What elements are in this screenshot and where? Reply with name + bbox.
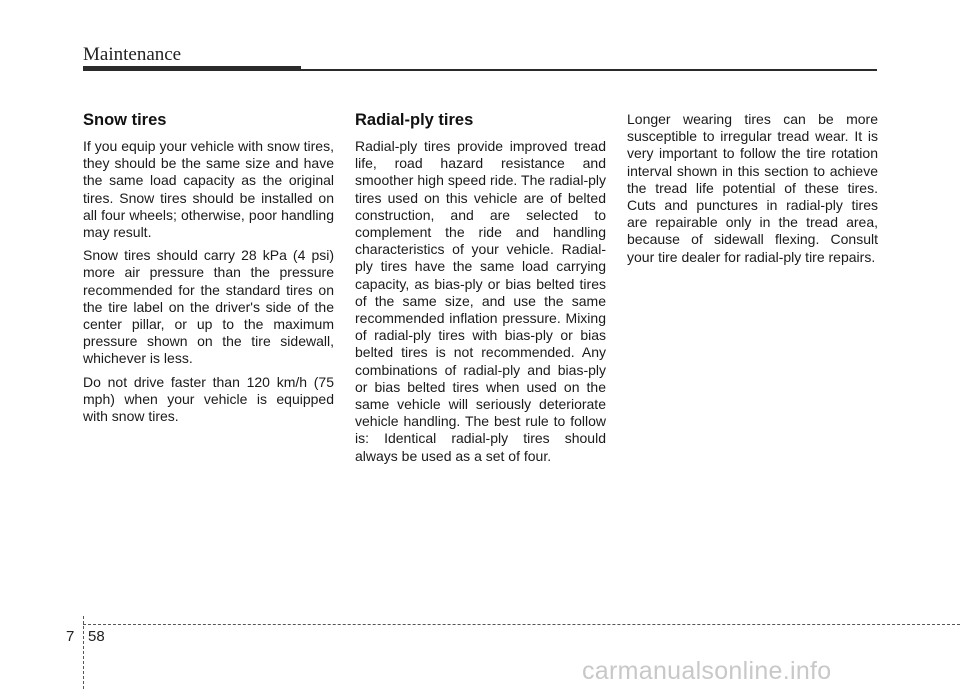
paragraph: Do not drive faster than 120 km/h (75 mph) when your vehicle is equipped with snow tires. [83, 373, 334, 425]
paragraph: Radial-ply tires provide improved tread life, road hazard resistance and smoother high speed ride. The radial-ply tires used on this vehicle are of belted construction, and are selected to complement the ride and handling characteristics of your vehicle. Radial-ply tires have the same load carrying capacity, as bias-ply or bias belted tires of the same size, and use the same recommended inflation pressure. Mixing of radial-ply tires with bias-ply or bias belted tires is not recommended. Any combinations of radial-ply and bias-ply or bias belted tires when used on the same vehicle will seriously deteriorate vehicle handling. The best rule to follow is: Identical radial-ply tires should always be used as a set of four. [355, 138, 606, 464]
paragraph: Longer wearing tires can be more susceptible to irregular tread wear. It is very important to follow the tire rotation interval shown in this section to achieve the tread life potential of these tires. Cuts and punctures in radial-ply tires are repairable only in the tread area, because of sidewall flexing. Consult your tire dealer for radial-ply tire repairs. [627, 111, 878, 265]
section-title: Maintenance [83, 44, 182, 65]
header-rule-thick [83, 66, 301, 71]
footer-divider [83, 616, 84, 689]
heading-snow-tires: Snow tires [83, 111, 167, 129]
column-radial-ply-tires [355, 110, 606, 471]
column-tire-wear [627, 111, 878, 272]
paragraph: If you equip your vehicle with snow tires, they should be the same size and have the same load capacity as the original tires. Snow tires should be installed on all four wheels; otherwise, poor handling may result. [83, 138, 334, 241]
column-snow-tires [83, 110, 334, 431]
watermark-text: carmanualsonline.info [582, 657, 832, 685]
heading-radial-ply-tires: Radial-ply tires [355, 111, 474, 129]
page-number: 58 [88, 628, 105, 645]
footer-rule [83, 624, 960, 625]
header-rule-thin [301, 69, 877, 71]
chapter-number: 7 [66, 628, 75, 645]
paragraph: Snow tires should carry 28 kPa (4 psi) more air pressure than the pressure recommended for the standard tires on the tire label on the driver's side of the center pillar, or up to the maximum pressure shown on the tire sidewall, whichever is less. [83, 247, 334, 367]
